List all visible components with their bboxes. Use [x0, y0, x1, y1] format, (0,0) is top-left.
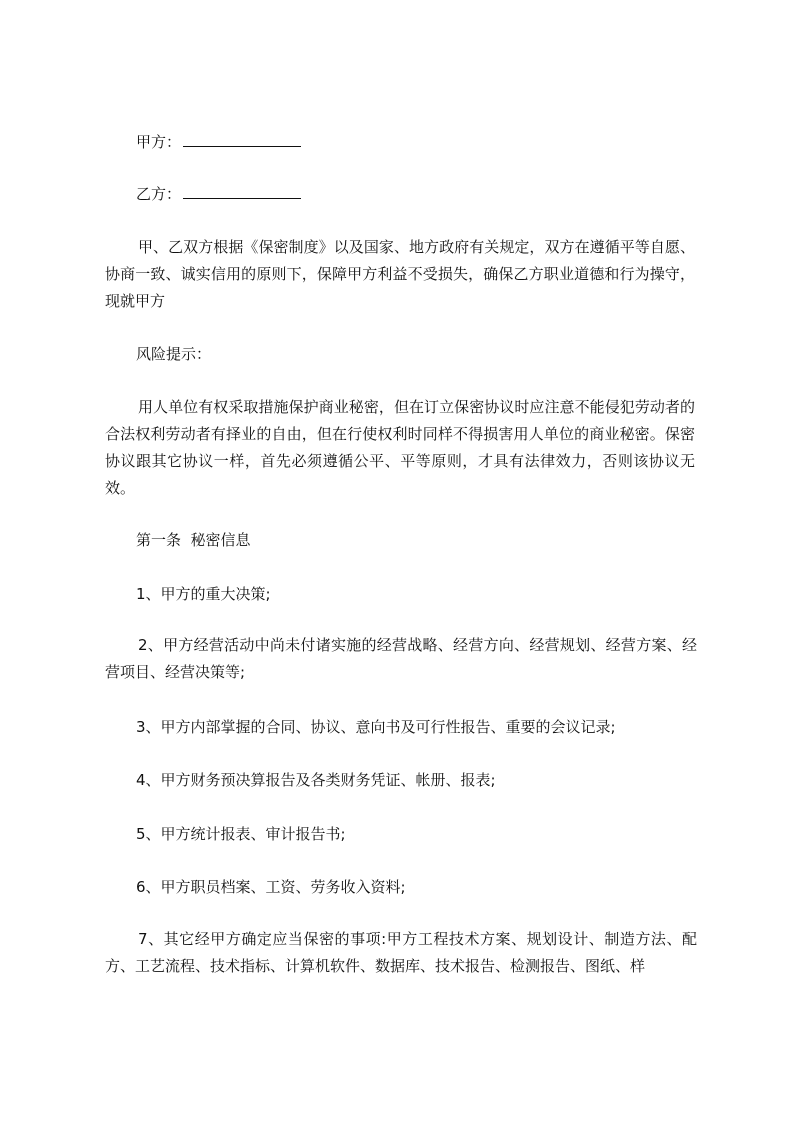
- party-b-line: [136, 183, 301, 205]
- list-item: 3、甲方内部掌握的合同、协议、意向书及可行性报告、重要的会议记录;: [136, 718, 616, 736]
- list-item: 6、甲方职员档案、工资、劳务收入资料;: [136, 878, 406, 896]
- party-a-line: [136, 131, 301, 153]
- risk-paragraph: 用人单位有权采取措施保护商业秘密，但在订立保密协议时应注意不能侵犯劳动者的合法权利劳动者有择业的自由，但在行使权利时同样不得损害用人单位的商业秘密。保密协议跟其它协议一样，首先必须遵循公平、平等原则，才具有法律效力，否则该协议无效。: [105, 398, 695, 497]
- list-item: 7、其它经甲方确定应当保密的事项:甲方工程技术方案、规划设计、制造方法、配方、工艺流程、技术指标、计算机软件、数据库、技术报告、检测报告、图纸、样: [105, 930, 697, 975]
- list-item: 2、甲方经营活动中尚未付诸实施的经营战略、经营方向、经营规划、经营方案、经营项目、经营决策等;: [105, 636, 697, 681]
- party-a-blank: [183, 132, 301, 147]
- article-title: 第一条 秘密信息: [136, 531, 251, 549]
- party-b-blank: [183, 184, 301, 199]
- party-b-label: 乙方：: [136, 185, 182, 203]
- list-item: 4、甲方财务预决算报告及各类财务凭证、帐册、报表;: [136, 771, 496, 789]
- list-item: 1、甲方的重大决策;: [136, 585, 271, 603]
- risk-title: 风险提示：: [136, 345, 212, 363]
- list-item: 5、甲方统计报表、审计报告书;: [136, 825, 346, 843]
- intro-paragraph: 甲、乙双方根据《保密制度》以及国家、地方政府有关规定，双方在遵循平等自愿、协商一致、诚实信用的原则下，保障甲方利益不受损失，确保乙方职业道德和行为操守，现就甲方: [105, 238, 695, 310]
- party-a-label: 甲方：: [136, 133, 182, 151]
